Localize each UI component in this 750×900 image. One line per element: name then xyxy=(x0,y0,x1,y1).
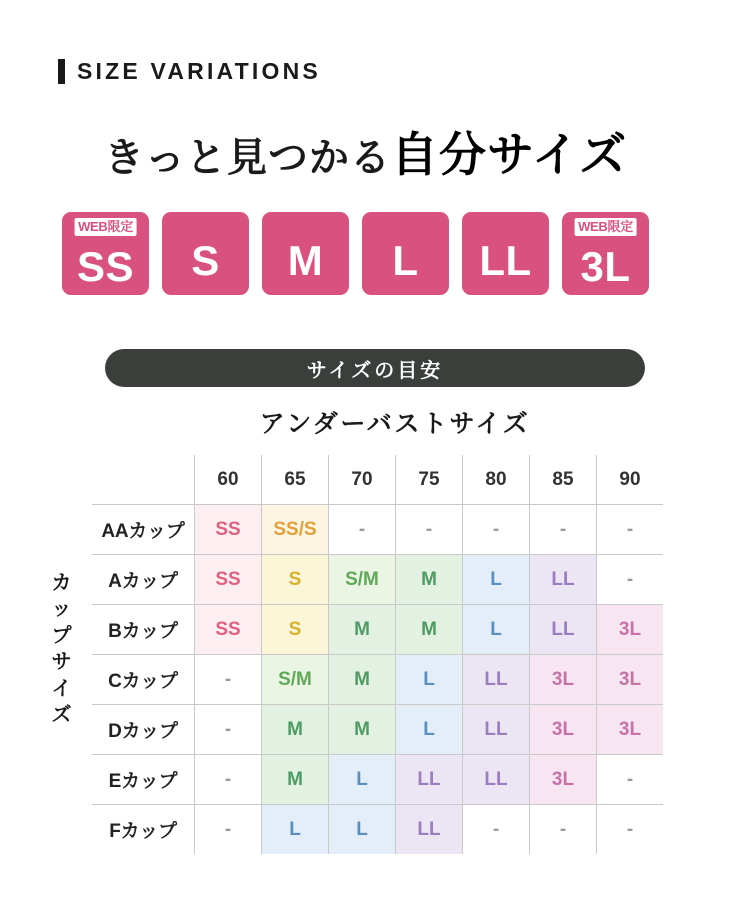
size-cell: - xyxy=(329,505,396,555)
size-chart-table xyxy=(92,455,663,854)
size-cell: 3L xyxy=(597,605,664,655)
row-header-cup: Aカップ xyxy=(92,555,195,605)
size-cell: L xyxy=(463,605,530,655)
column-header-60: 60 xyxy=(195,455,262,505)
row-header-cup: Eカップ xyxy=(92,755,195,805)
size-cell: 3L xyxy=(530,655,597,705)
column-header-90: 90 xyxy=(597,455,664,505)
size-chip-label: LL xyxy=(479,237,532,284)
eyebrow-text: SIZE VARIATIONS xyxy=(77,58,321,84)
size-chip-3l[interactable] xyxy=(562,212,649,295)
size-cell: S/M xyxy=(329,555,396,605)
size-chip-label: SS xyxy=(76,242,135,290)
size-cell: M xyxy=(329,655,396,705)
table-corner-cell xyxy=(92,455,195,505)
size-cell: S/M xyxy=(262,655,329,705)
column-header-65: 65 xyxy=(262,455,329,505)
underbust-size-heading: アンダーバストサイズ xyxy=(259,410,531,438)
size-chip-ss[interactable] xyxy=(62,212,149,295)
size-cell: M xyxy=(396,605,463,655)
web-only-badge: WEB限定 xyxy=(574,218,637,236)
size-cell: S xyxy=(262,605,329,655)
size-chip-label: S xyxy=(191,237,220,284)
size-chip-m[interactable] xyxy=(262,212,349,295)
size-cell: LL xyxy=(396,755,463,805)
size-cell: M xyxy=(329,705,396,755)
size-cell: - xyxy=(597,555,664,605)
size-cell: 3L xyxy=(530,705,597,755)
size-chip-ll[interactable] xyxy=(462,212,549,295)
size-guide-banner: サイズの目安 xyxy=(105,349,645,387)
page-title-lead: きっと見つかる xyxy=(104,136,391,180)
row-header-cup: Dカップ xyxy=(92,705,195,755)
size-cell: SS xyxy=(195,505,262,555)
size-chip-label: M xyxy=(287,237,324,284)
size-cell: - xyxy=(195,655,262,705)
table-row xyxy=(92,755,663,805)
column-header-80: 80 xyxy=(463,455,530,505)
size-cell: LL xyxy=(530,605,597,655)
size-chip-l[interactable] xyxy=(362,212,449,295)
size-chip-label: L xyxy=(392,237,419,284)
size-cell: LL xyxy=(396,805,463,855)
row-header-cup: Bカップ xyxy=(92,605,195,655)
size-cell: - xyxy=(463,505,530,555)
table-row xyxy=(92,505,663,555)
size-cell: M xyxy=(262,705,329,755)
size-cell: L xyxy=(396,655,463,705)
size-chart-table-wrapper xyxy=(92,455,658,854)
column-header-85: 85 xyxy=(530,455,597,505)
size-cell: - xyxy=(396,505,463,555)
section-eyebrow xyxy=(58,58,321,85)
size-cell: LL xyxy=(463,705,530,755)
size-cell: M xyxy=(329,605,396,655)
size-cell: SS/S xyxy=(262,505,329,555)
table-body xyxy=(92,505,663,855)
size-chip-s[interactable] xyxy=(162,212,249,295)
size-cell: - xyxy=(195,755,262,805)
size-chip-label: 3L xyxy=(580,242,631,290)
row-header-cup: AAカップ xyxy=(92,505,195,555)
size-cell: - xyxy=(463,805,530,855)
table-row xyxy=(92,655,663,705)
table-row xyxy=(92,805,663,855)
row-header-cup: Fカップ xyxy=(92,805,195,855)
size-cell: M xyxy=(396,555,463,605)
size-cell: M xyxy=(262,755,329,805)
size-cell: - xyxy=(597,805,664,855)
size-chip-list xyxy=(62,212,649,295)
size-cell: L xyxy=(262,805,329,855)
page-title xyxy=(104,118,627,185)
eyebrow-accent-bar xyxy=(58,59,65,84)
page-title-emphasis: 自分サイズ xyxy=(391,128,628,181)
size-cell: - xyxy=(597,755,664,805)
size-cell: LL xyxy=(463,755,530,805)
size-cell: LL xyxy=(463,655,530,705)
size-cell: LL xyxy=(530,555,597,605)
size-cell: S xyxy=(262,555,329,605)
size-cell: 3L xyxy=(597,705,664,755)
size-cell: SS xyxy=(195,605,262,655)
table-row xyxy=(92,705,663,755)
size-cell: L xyxy=(396,705,463,755)
web-only-badge: WEB限定 xyxy=(74,218,137,236)
size-cell: L xyxy=(329,755,396,805)
size-cell: - xyxy=(530,805,597,855)
size-cell: - xyxy=(530,505,597,555)
size-cell: - xyxy=(195,805,262,855)
table-header-row xyxy=(92,455,663,505)
size-cell: - xyxy=(195,705,262,755)
column-header-75: 75 xyxy=(396,455,463,505)
size-cell: - xyxy=(597,505,664,555)
table-row xyxy=(92,605,663,655)
size-cell: 3L xyxy=(597,655,664,705)
cup-size-axis-label: カップサイズ xyxy=(51,572,73,726)
column-header-70: 70 xyxy=(329,455,396,505)
table-row xyxy=(92,555,663,605)
row-header-cup: Cカップ xyxy=(92,655,195,705)
size-cell: SS xyxy=(195,555,262,605)
size-cell: L xyxy=(463,555,530,605)
size-cell: L xyxy=(329,805,396,855)
size-cell: 3L xyxy=(530,755,597,805)
